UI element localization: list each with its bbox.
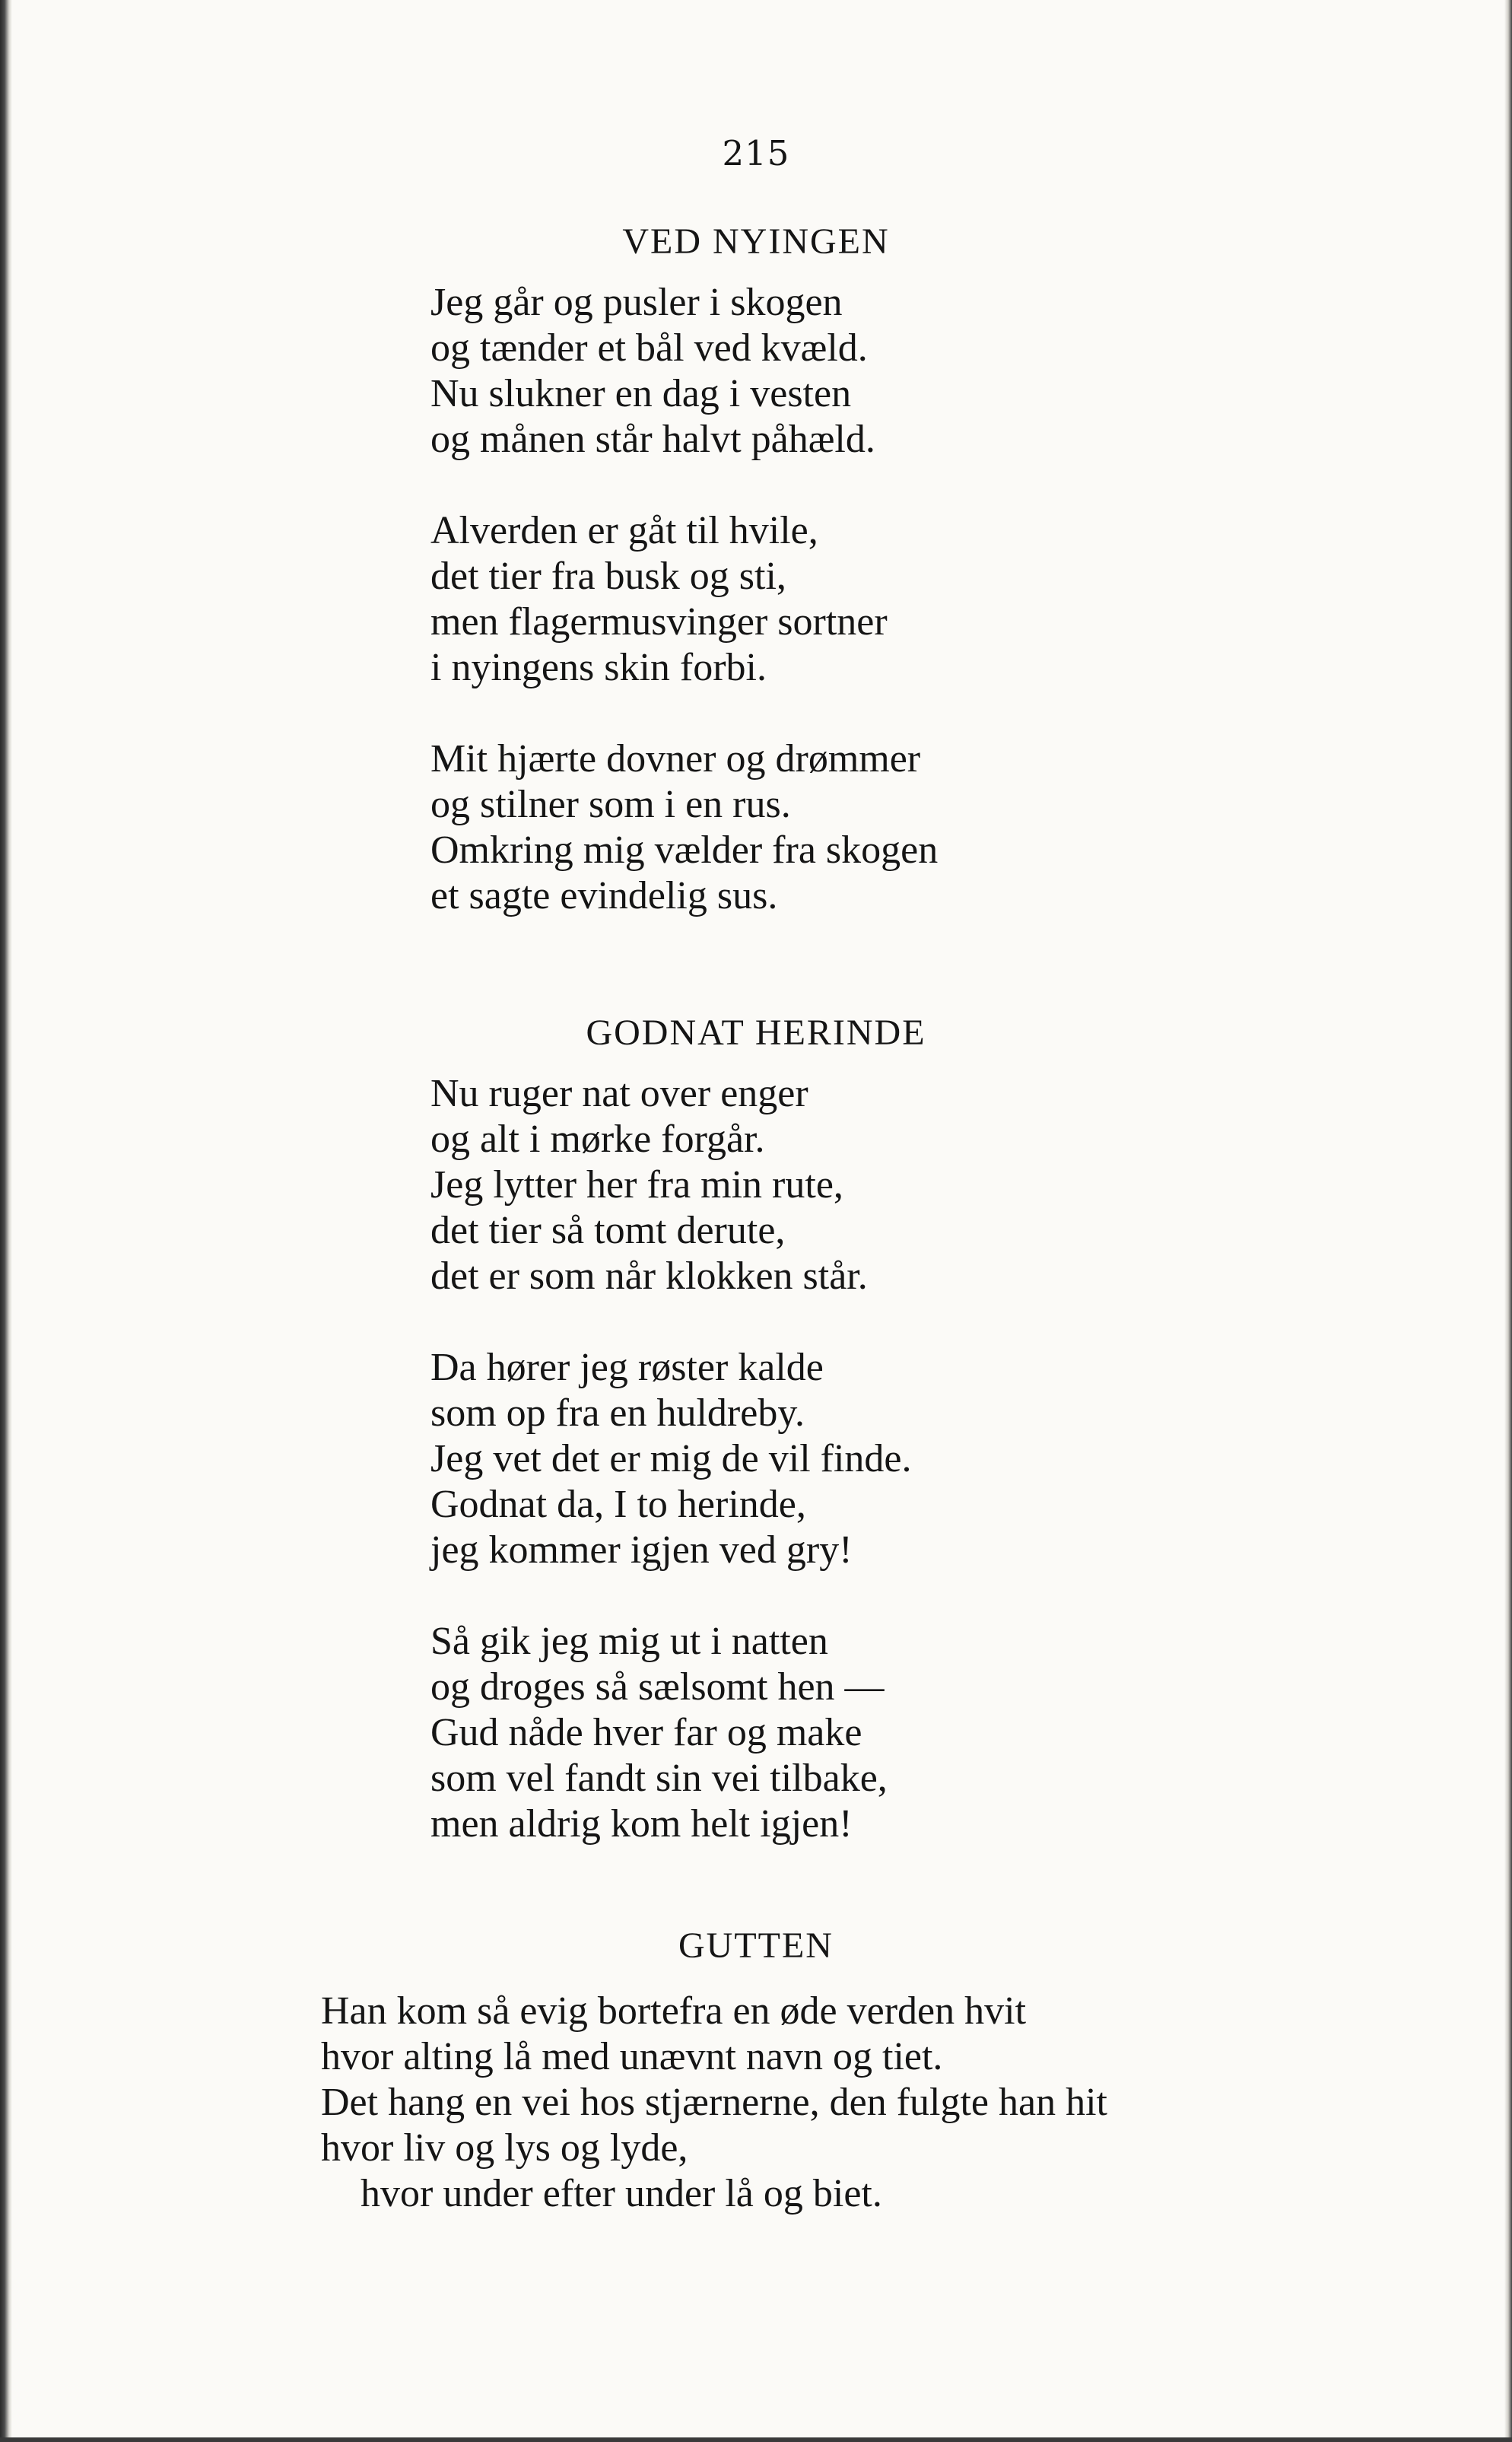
page-left-edge <box>0 0 12 2442</box>
verse-line: men flagermusvinger sortner <box>430 600 888 644</box>
poem-title-godnat-herinde: GODNAT HERINDE <box>586 1013 926 1053</box>
poem-1-stanza-3 <box>430 736 938 919</box>
verse-line: Omkring mig vælder fra skogen <box>430 828 939 872</box>
verse-line: men aldrig kom helt igjen! <box>430 1802 853 1846</box>
page-bottom-edge <box>0 2437 1512 2442</box>
poem-3-stanza-1 <box>321 1989 1107 2217</box>
verse-line: det er som når klokken står. <box>430 1254 868 1298</box>
verse-line: og stilner som i en rus. <box>430 783 791 826</box>
poem-1-stanza-1 <box>430 280 875 463</box>
page-right-edge <box>1504 0 1512 2442</box>
verse-line: hvor alting lå med unævnt navn og tiet. <box>321 2035 943 2078</box>
verse-line: Han kom så evig bortefra en øde verden hvit <box>321 1989 1027 2033</box>
verse-line: og tænder et bål ved kvæld. <box>430 326 868 370</box>
verse-line: Mit hjærte dovner og drømmer <box>430 737 921 781</box>
poem-2-stanza-3 <box>430 1619 888 1847</box>
verse-line: Nu ruger nat over enger <box>430 1072 808 1115</box>
verse-line: Gud nåde hver far og make <box>430 1711 862 1754</box>
verse-line: Det hang en vei hos stjærnerne, den fulgte han hit <box>321 2081 1107 2124</box>
verse-line: Jeg vet det er mig de vil finde. <box>430 1437 912 1480</box>
verse-line: i nyingens skin forbi. <box>430 646 767 689</box>
verse-line: det tier fra busk og sti, <box>430 555 786 598</box>
poem-2-stanza-1 <box>430 1071 868 1299</box>
verse-line: Jeg går og pusler i skogen <box>430 281 843 324</box>
verse-line: og månen står halvt påhæld. <box>430 418 875 461</box>
poem-1-stanza-2 <box>430 508 888 691</box>
verse-line: som vel fandt sin vei tilbake, <box>430 1757 888 1800</box>
verse-line: Da hører jeg røster kalde <box>430 1346 824 1389</box>
verse-line: og droges så sælsomt hen — <box>430 1665 885 1709</box>
verse-line: Nu slukner en dag i vesten <box>430 372 852 415</box>
verse-line: jeg kommer igjen ved gry! <box>430 1528 853 1572</box>
poem-2-stanza-2 <box>430 1345 911 1573</box>
verse-line: som op fra en huldreby. <box>430 1391 805 1435</box>
verse-line: Jeg lytter her fra min rute, <box>430 1163 843 1207</box>
verse-line: og alt i mørke forgår. <box>430 1118 765 1161</box>
verse-line: et sagte evindelig sus. <box>430 874 778 917</box>
poem-title-gutten: GUTTEN <box>678 1925 834 1966</box>
verse-line: hvor liv og lys og lyde, <box>321 2126 688 2170</box>
poem-title-ved-nyingen: VED NYINGEN <box>622 221 890 262</box>
verse-line: det tier så tomt derute, <box>430 1209 786 1252</box>
verse-line: Så gik jeg mig ut i natten <box>430 1620 828 1663</box>
verse-line-indented: hvor under efter under lå og biet. <box>361 2172 882 2215</box>
page-number: 215 <box>722 133 790 173</box>
verse-line: Alverden er gåt til hvile, <box>430 509 818 552</box>
verse-line: Godnat da, I to herinde, <box>430 1483 806 1526</box>
